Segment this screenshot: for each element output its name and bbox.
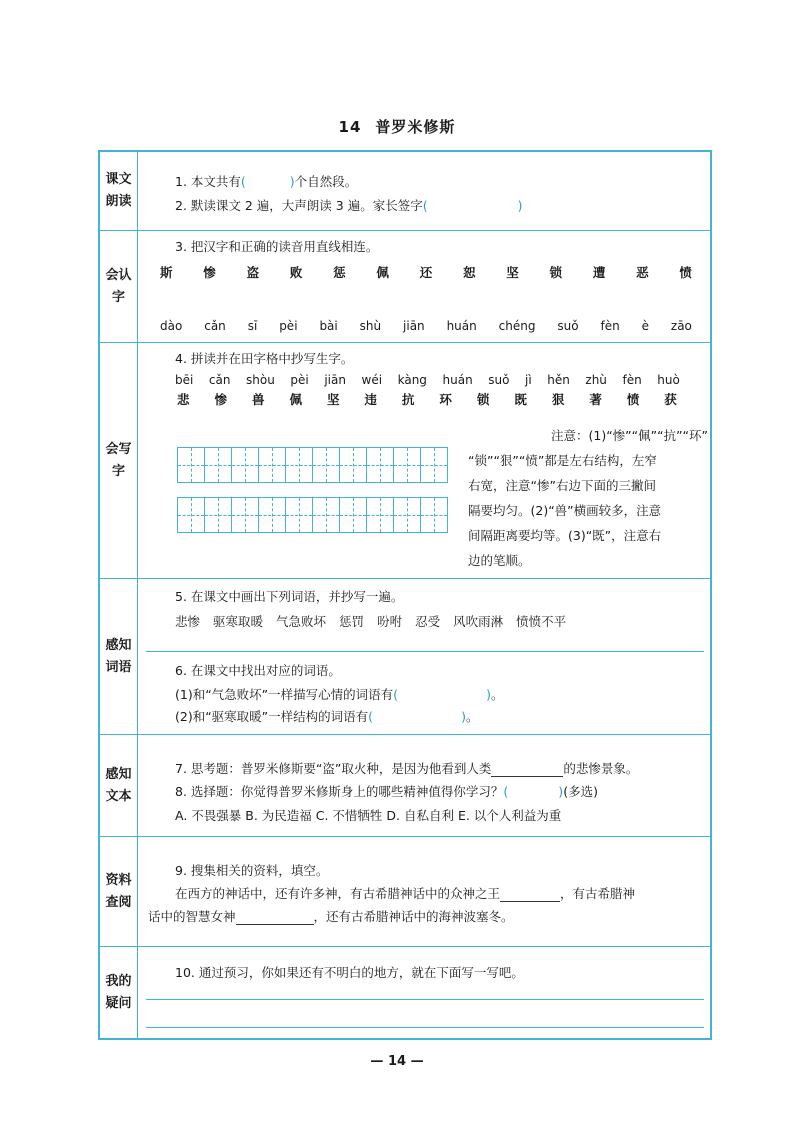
section-label: 会认字 bbox=[100, 231, 138, 342]
pinyin-row: dào cǎn sī pèi bài shù jiān huán chéng suǒ fèn è zāo bbox=[160, 319, 692, 333]
question-8-options: A. 不畏强暴 B. 为民造福 C. 不惜牺牲 D. 自私自利 E. 以个人利益为重 bbox=[175, 808, 562, 823]
writing-note: 注意：(1)“惨”“佩”“抗”“环” “锁”“狠”“愤”都是左右结构，左窄 右宽，注意“惨”右边下面的三撇间 隔要均匀。(2)“兽”横画较多，注意 间隔距离要均等。(3)“既”，注意右 边的笔顺。 bbox=[468, 428, 708, 568]
page-number: — 14 — bbox=[370, 1054, 424, 1069]
section-research bbox=[100, 837, 710, 947]
question-6-1: (1)和“气急败坏”一样描写心情的词语有( )。 bbox=[175, 687, 504, 702]
char-row: 斯 惨 盗 败 惩 佩 还 恕 坚 锁 遭 恶 愤 bbox=[160, 265, 692, 280]
question-3: 3. 把汉字和正确的读音用直线相连。 bbox=[175, 239, 379, 254]
question-2: 2. 默读课文 2 遍，大声朗读 3 遍。家长签字( ) bbox=[175, 198, 523, 213]
section-write bbox=[100, 343, 710, 579]
answer-line-2[interactable] bbox=[146, 1027, 704, 1028]
copy-line[interactable] bbox=[146, 651, 704, 652]
section-words bbox=[100, 579, 710, 735]
question-6: 6. 在课文中找出对应的词语。 bbox=[175, 663, 341, 678]
question-10: 10. 通过预习，你如果还有不明白的地方，就在下面写一写吧。 bbox=[175, 965, 524, 980]
page-title: 14 普罗米修斯 bbox=[338, 118, 456, 136]
section-label: 感知词语 bbox=[100, 579, 138, 734]
section-label: 资料查阅 bbox=[100, 837, 138, 946]
tianzige-grid-1[interactable] bbox=[177, 447, 447, 483]
question-1: 1. 本文共有( )个自然段。 bbox=[175, 174, 358, 189]
pinyin-row: bēi cǎn shòu pèi jiān wéi kàng huán suǒ jì hěn zhù fèn huò bbox=[175, 373, 680, 387]
char-row: 悲 惨 兽 佩 坚 违 抗 环 锁 既 狠 著 愤 获 bbox=[177, 392, 677, 407]
question-7: 7. 思考题：普罗米修斯要“盗”取火种，是因为他看到人类 的悲惨景象。 bbox=[175, 761, 639, 776]
section-label: 感知文本 bbox=[100, 735, 138, 836]
answer-line-1[interactable] bbox=[146, 999, 704, 1000]
section-label: 会写字 bbox=[100, 343, 138, 578]
question-4: 4. 拼读并在田字格中抄写生字。 bbox=[175, 351, 354, 366]
section-reading bbox=[100, 152, 710, 231]
section-label: 我的疑问 bbox=[100, 947, 138, 1038]
question-5: 5. 在课文中画出下列词语，并抄写一遍。 bbox=[175, 589, 404, 604]
section-questions bbox=[100, 947, 710, 1038]
word-list: 悲惨 驱寒取暖 气急败坏 惩罚 吩咐 忍受 风吹雨淋 愤愤不平 bbox=[175, 614, 567, 629]
question-8: 8. 选择题：你觉得普罗米修斯身上的哪些精神值得你学习？( )(多选) bbox=[175, 784, 598, 799]
tianzige-grid-2[interactable] bbox=[177, 497, 447, 533]
question-9-line-2: 话中的智慧女神 ，还有古希腊神话中的海神波塞冬。 bbox=[148, 909, 514, 924]
section-recognize bbox=[100, 231, 710, 343]
section-text bbox=[100, 735, 710, 837]
question-9-line-1: 在西方的神话中，还有许多神，有古希腊神话中的众神之王 ，有古希腊神 bbox=[175, 886, 636, 901]
section-label: 课文朗读 bbox=[100, 152, 138, 230]
question-9: 9. 搜集相关的资料，填空。 bbox=[175, 863, 329, 878]
question-6-2: (2)和“驱寒取暖”一样结构的词语有( )。 bbox=[175, 709, 479, 724]
worksheet-frame bbox=[98, 150, 712, 1040]
